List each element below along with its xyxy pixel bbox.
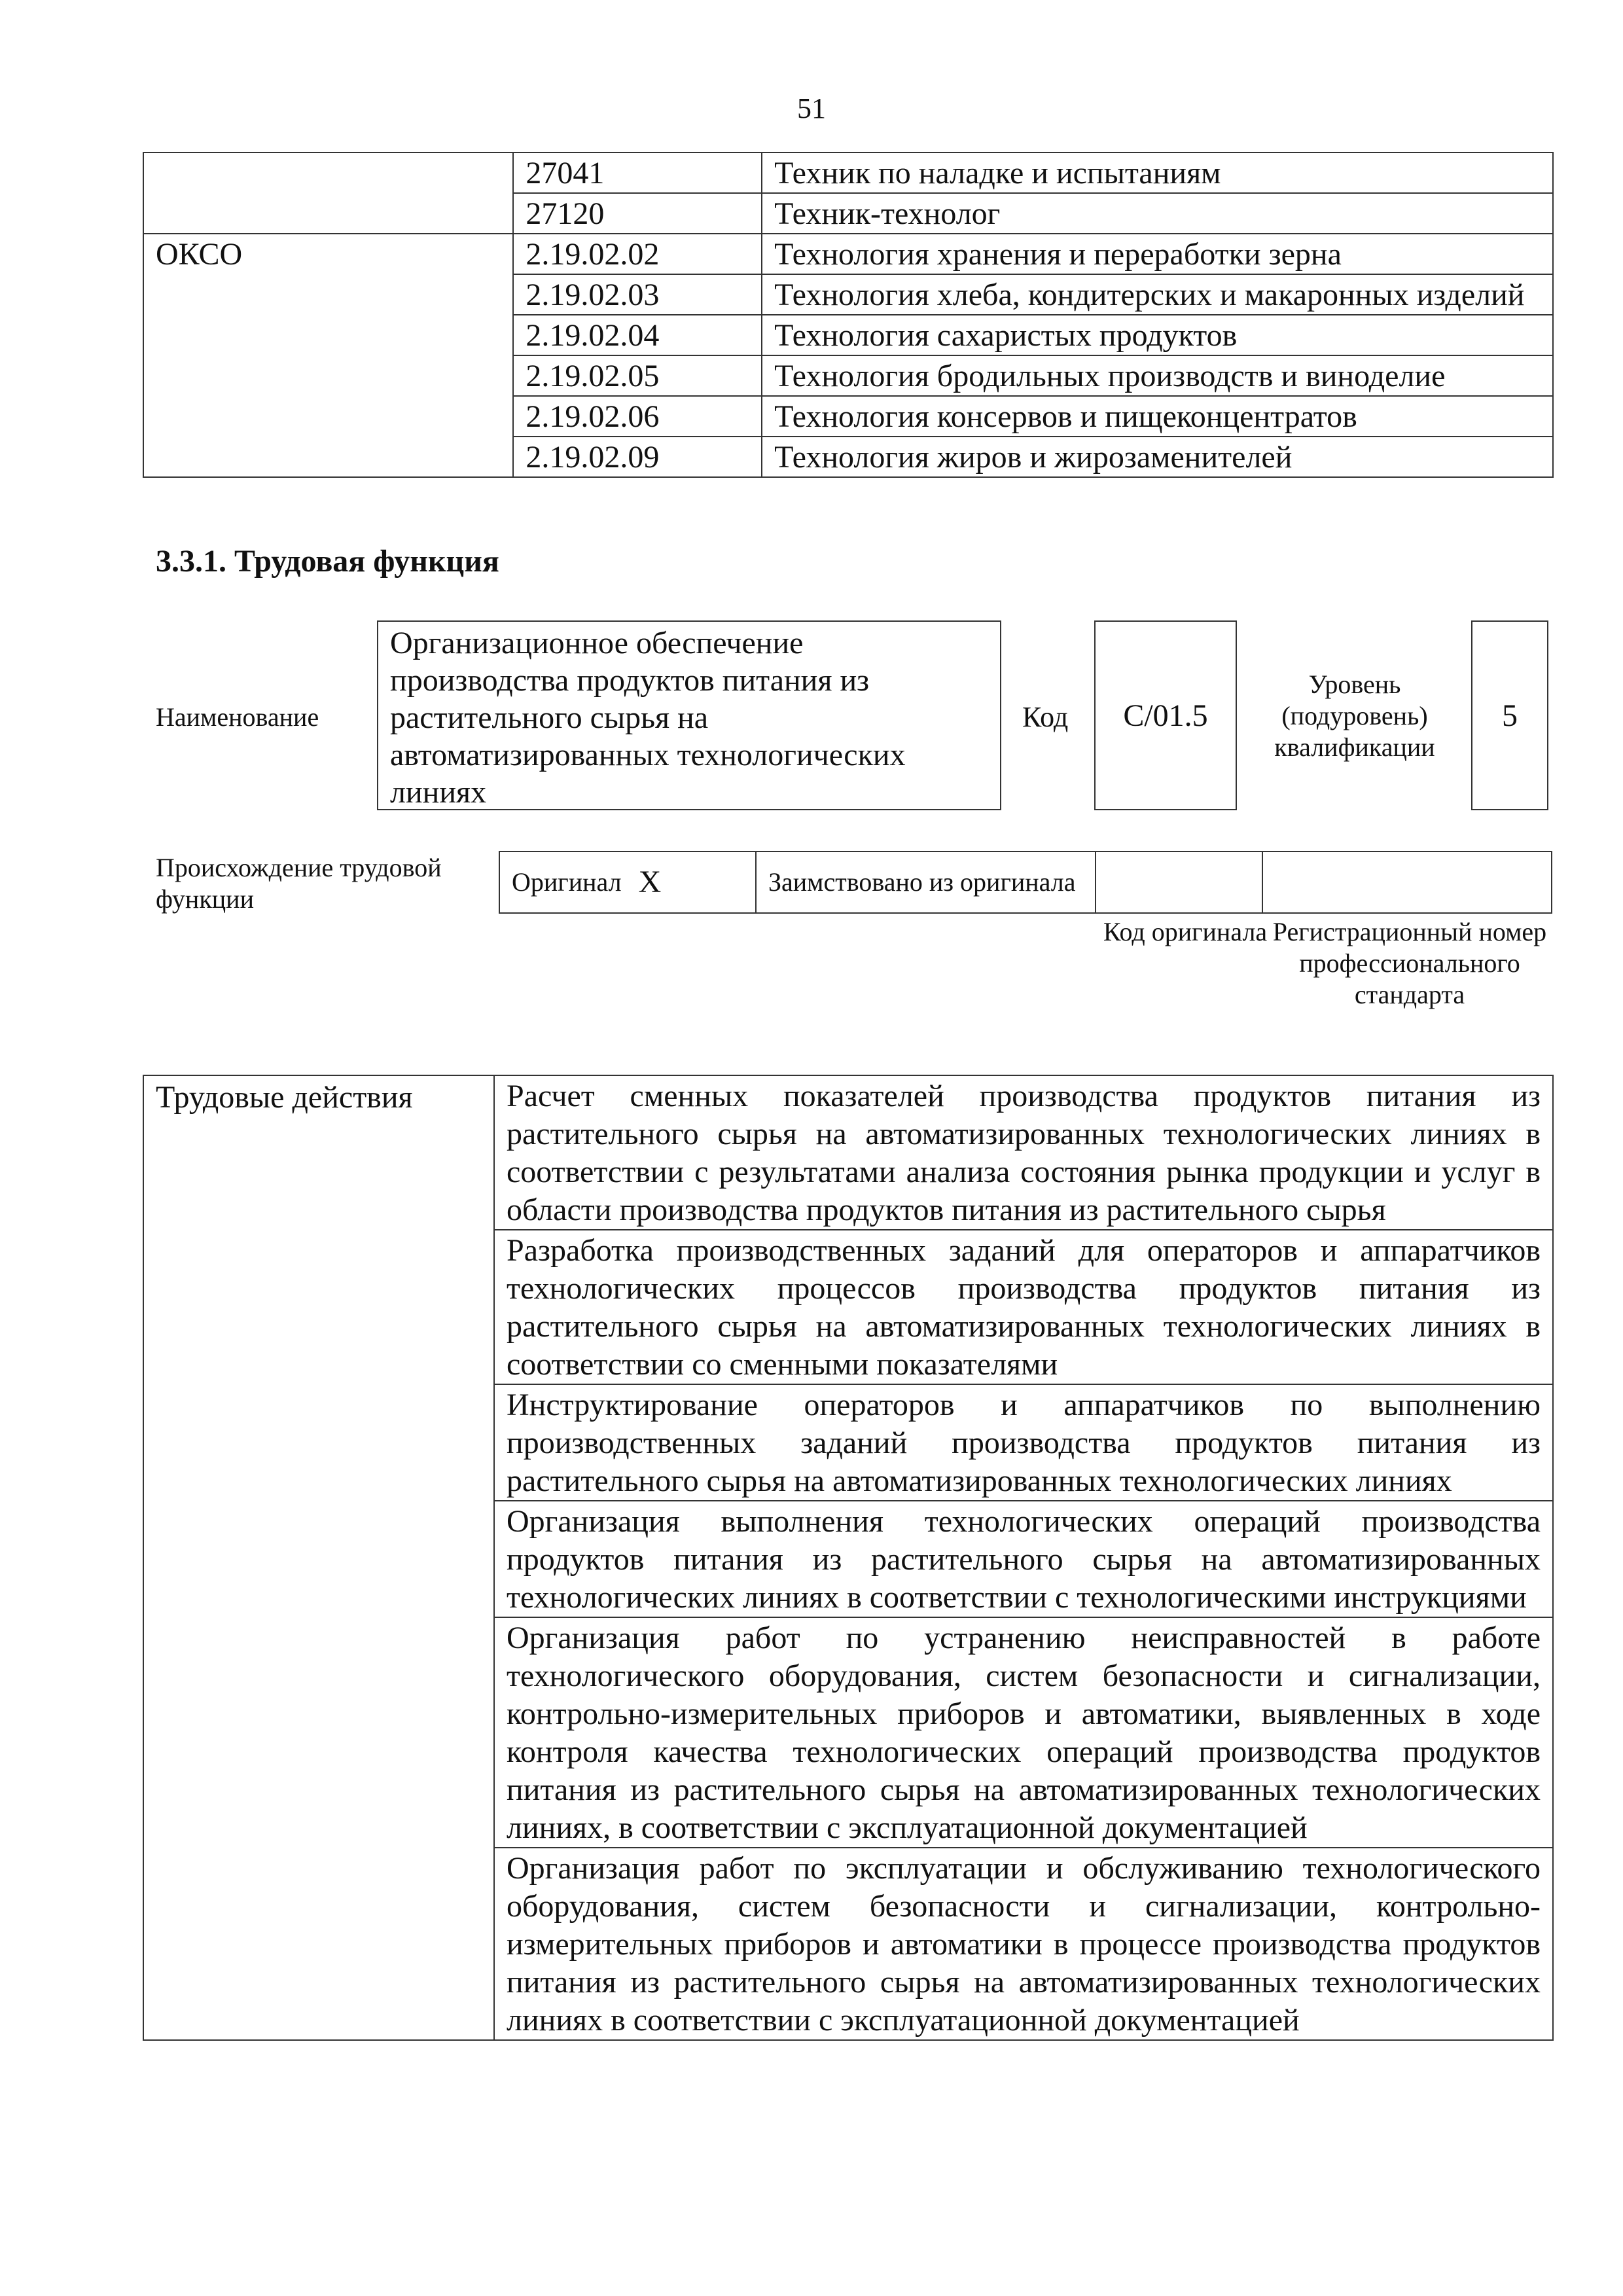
registration-number-caption: Регистрационный номер профессионального стандарта [1272,917,1547,1009]
original-mark: X [633,852,756,913]
okso-name: Технология хранения и переработки зерна [762,234,1553,274]
okso-category-label: ОКСО [143,234,513,477]
origin-table [499,851,1552,914]
table-row [143,152,1553,193]
labor-action: Инструктирование операторов и аппаратчиков по выполнению производственных заданий производства продуктов питания из растительного сырья на автоматизированных технологических линиях [494,1384,1553,1501]
borrowed-label: Заимствовано из оригинала [756,852,1096,913]
labor-action: Организация работ по устранению неисправностей в работе технологического оборудования, систем безопасности и сигнализации, контрольно-измерительных приборов и автоматики, выявленных в ходе контроля качества технологических операций производства продуктов питания из растительного сырья на автоматизированных технологических линиях, в соответствии с эксплуатационной документацией [494,1617,1553,1848]
okso-code: 27120 [513,193,762,234]
okso-code: 2.19.02.02 [513,234,762,274]
table-row [143,1075,1553,1230]
okso-name: Технология жиров и жирозаменителей [762,437,1553,477]
page-number: 51 [797,92,826,124]
original-code-caption: Код оригинала [1103,917,1268,946]
okso-name: Технология сахаристых продуктов [762,315,1553,355]
okso-table [143,152,1554,478]
qualification-level-value: 5 [1502,698,1518,733]
function-name-box: Организационное обеспечение производства продуктов питания из растительного сырья на автоматизированных технологических линиях [377,620,1001,810]
labor-actions-header: Трудовые действия [143,1075,494,2040]
okso-name: Технология консервов и пищеконцентратов [762,396,1553,437]
okso-code: 2.19.02.03 [513,274,762,315]
function-code-box [1094,620,1237,810]
okso-code: 2.19.02.04 [513,315,762,355]
code-label: Код [1022,701,1069,733]
original-label: Оригинал [499,852,633,913]
labor-action: Разработка производственных заданий для операторов и аппаратчиков технологических процессов производства продуктов питания из растительного сырья на автоматизированных технологических линиях в соответствии со сменными показателями [494,1230,1553,1384]
okso-name: Технология бродильных производств и виноделие [762,355,1553,396]
table-row [143,234,1553,274]
okso-name: Техник-технолог [762,193,1553,234]
labor-action: Организация выполнения технологических операций производства продуктов питания из растительного сырья на автоматизированных технологических линиях в соответствии с технологическими инструкциями [494,1501,1553,1617]
okso-name: Техник по наладке и испытаниям [762,152,1553,193]
function-code-value: С/01.5 [1123,698,1208,733]
registration-number-cell [1262,852,1552,913]
name-label: Наименование [156,702,319,732]
qualification-level-label: Уровень (подуровень) квалификации [1274,670,1435,762]
labor-action: Расчет сменных показателей производства продуктов питания из растительного сырья на автоматизированных технологических линиях в соответствии с результатами анализа состояния рынка продукции и услуг в области производства продуктов питания из растительного сырья [494,1075,1553,1230]
okso-name: Технология хлеба, кондитерских и макаронных изделий [762,274,1553,315]
okso-code: 2.19.02.06 [513,396,762,437]
okso-code: 2.19.02.09 [513,437,762,477]
labor-actions-table [143,1075,1554,2041]
labor-action: Организация работ по эксплуатации и обслуживанию технологического оборудования, систем безопасности и сигнализации, контрольно-измерительных приборов и автоматики в процессе производства продуктов питания из растительного сырья на автоматизированных технологических линиях в соответствии с эксплуатационной документацией [494,1848,1553,2040]
okso-code: 2.19.02.05 [513,355,762,396]
table-row [499,852,1552,913]
qualification-level-box [1471,620,1548,810]
okso-code: 27041 [513,152,762,193]
original-code-cell [1096,852,1262,913]
origin-label: Происхождение трудовой функции [156,853,442,914]
section-heading: 3.3.1. Трудовая функция [156,544,499,579]
okso-category-cell [143,152,513,234]
